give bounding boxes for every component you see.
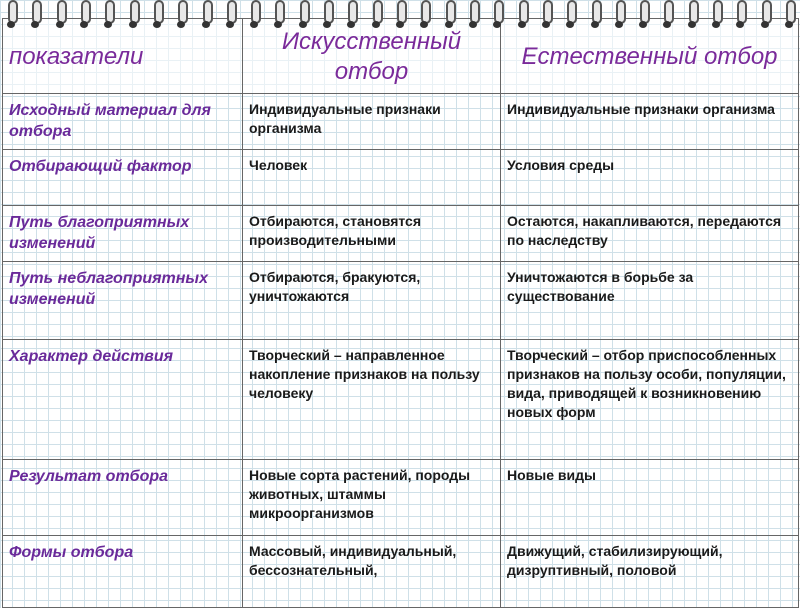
spiral-ring-icon bbox=[515, 0, 529, 28]
spiral-ring-icon bbox=[442, 0, 456, 28]
spiral-ring-icon bbox=[296, 0, 310, 28]
natural-cell: Индивидуальные признаки организма bbox=[501, 94, 799, 150]
spiral-ring-icon bbox=[466, 0, 480, 28]
spiral-ring-icon bbox=[539, 0, 553, 28]
natural-cell: Новые виды bbox=[501, 460, 799, 536]
spiral-ring-icon bbox=[490, 0, 504, 28]
spiral-ring-icon bbox=[369, 0, 383, 28]
natural-cell: Остаются, накапливаются, передаются по наследству bbox=[501, 206, 799, 262]
spiral-ring-icon bbox=[271, 0, 285, 28]
notebook-spiral bbox=[0, 0, 800, 30]
row-label: Отбирающий фактор bbox=[3, 150, 243, 206]
spiral-ring-icon bbox=[417, 0, 431, 28]
spiral-ring-icon bbox=[174, 0, 188, 28]
artificial-cell: Новые сорта растений, породы животных, штаммы микроорганизмов bbox=[243, 460, 501, 536]
artificial-cell: Человек bbox=[243, 150, 501, 206]
spiral-ring-icon bbox=[199, 0, 213, 28]
header-natural-selection: Естественный отбор bbox=[501, 19, 799, 94]
row-label: Характер действия bbox=[3, 340, 243, 460]
table-row bbox=[3, 340, 799, 460]
natural-cell: Уничтожаются в борьбе за существование bbox=[501, 262, 799, 340]
header-artificial-selection: Искусственный отбор bbox=[243, 19, 501, 94]
row-label: Исходный материал для отбора bbox=[3, 94, 243, 150]
spiral-ring-icon bbox=[685, 0, 699, 28]
artificial-cell: Отбираются, становятся производительными bbox=[243, 206, 501, 262]
spiral-ring-icon bbox=[782, 0, 796, 28]
spiral-ring-icon bbox=[612, 0, 626, 28]
natural-cell: Творческий – отбор приспособленных признаков на пользу особи, популяции, вида, приводящей к возникновению новых форм bbox=[501, 340, 799, 460]
table-row bbox=[3, 150, 799, 206]
spiral-ring-icon bbox=[320, 0, 334, 28]
spiral-ring-icon bbox=[636, 0, 650, 28]
row-label: Формы отбора bbox=[3, 536, 243, 608]
spiral-ring-icon bbox=[733, 0, 747, 28]
artificial-cell: Творческий – направленное накопление признаков на пользу человеку bbox=[243, 340, 501, 460]
spiral-ring-icon bbox=[393, 0, 407, 28]
natural-cell: Условия среды bbox=[501, 150, 799, 206]
row-label: Результат отбора bbox=[3, 460, 243, 536]
spiral-ring-icon bbox=[4, 0, 18, 28]
spiral-ring-icon bbox=[126, 0, 140, 28]
table-row bbox=[3, 94, 799, 150]
spiral-ring-icon bbox=[101, 0, 115, 28]
spiral-ring-icon bbox=[660, 0, 674, 28]
selection-comparison-table bbox=[2, 18, 799, 608]
artificial-cell: Массовый, индивидуальный, бессознательный, bbox=[243, 536, 501, 608]
artificial-cell: Индивидуальные признаки организма bbox=[243, 94, 501, 150]
artificial-cell: Отбираются, бракуются, уничтожаются bbox=[243, 262, 501, 340]
table-row bbox=[3, 206, 799, 262]
natural-cell: Движущий, стабилизирующий, дизруптивный, половой bbox=[501, 536, 799, 608]
spiral-ring-icon bbox=[150, 0, 164, 28]
spiral-ring-icon bbox=[709, 0, 723, 28]
spiral-ring-icon bbox=[758, 0, 772, 28]
spiral-ring-icon bbox=[563, 0, 577, 28]
table-row bbox=[3, 460, 799, 536]
spiral-ring-icon bbox=[53, 0, 67, 28]
table-row bbox=[3, 536, 799, 608]
spiral-ring-icon bbox=[247, 0, 261, 28]
table-row bbox=[3, 262, 799, 340]
spiral-ring-icon bbox=[223, 0, 237, 28]
spiral-ring-icon bbox=[588, 0, 602, 28]
row-label: Путь благоприятных изменений bbox=[3, 206, 243, 262]
spiral-ring-icon bbox=[77, 0, 91, 28]
spiral-ring-icon bbox=[344, 0, 358, 28]
spiral-ring-icon bbox=[28, 0, 42, 28]
header-indicators: показатели bbox=[3, 19, 243, 94]
row-label: Путь неблагоприятных изменений bbox=[3, 262, 243, 340]
